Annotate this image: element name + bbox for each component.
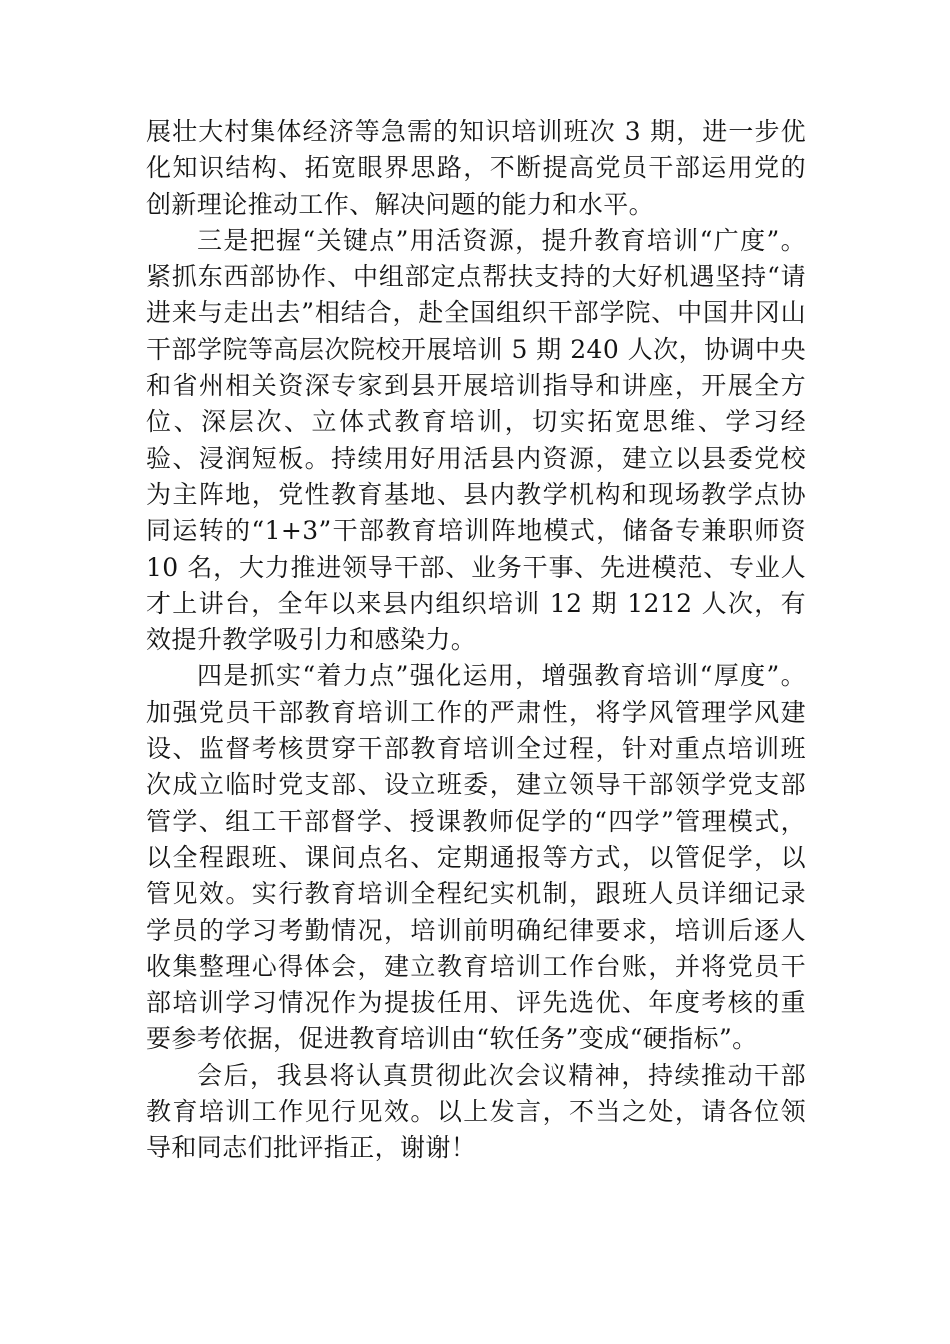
paragraph-3: 四是抓实“着力点”强化运用，增强教育培训“厚度”。加强党员干部教育培训工作的严肃性，将学风管理学风建设、监督考核贯穿干部教育培训全过程，针对重点培训班次成立临时党支部、设立班委，建立领导干部领学党支部管学、组工干部督学、授课教师促学的“四学”管理模式，以全程跟班、课间点名、定期通报等方式，以管促学，以管见效。实行教育培训全程纪实机制，跟班人员详细记录学员的学习考勤情况，培训前明确纪律要求，培训后逐人收集整理心得体会，建立教育培训工作台账，并将党员干部培训学习情况作为提拔任用、评先选优、年度考核的重要参考依据，促进教育培训由“软任务”变成“硬指标”。: [146, 661, 806, 1054]
paragraph-1: 展壮大村集体经济等急需的知识培训班次 3 期，进一步优化知识结构、拓宽眼界思路，不断提高党员干部运用党的创新理论推动工作、解决问题的能力和水平。: [146, 117, 806, 219]
paragraph-4: 会后，我县将认真贯彻此次会议精神，持续推动干部教育培训工作见行见效。以上发言，不当之处，请各位领导和同志们批评指正，谢谢！: [146, 1060, 806, 1163]
document-body: [146, 114, 806, 1167]
paragraph-2: 三是把握“关键点”用活资源，提升教育培训“广度”。紧抓东西部协作、中组部定点帮扶支持的大好机遇坚持“请进来与走出去”相结合，赴全国组织干部学院、中国井冈山干部学院等高层次院校开展培训 5 期 240 人次，协调中央和省州相关资深专家到县开展培训指导和讲座，开展全方位、深层次、立体式教育培训，切实拓宽思维、学习经验、浸润短板。持续用好用活县内资源，建立以县委党校为主阵地，党性教育基地、县内教学机构和现场教学点协同运转的“1+3”干部教育培训阵地模式，储备专兼职师资 10 名，大力推进领导干部、业务干事、先进模范、专业人才上讲台，全年以来县内组织培训 12 期 1212 人次，有效提升教学吸引力和感染力。: [146, 225, 806, 655]
